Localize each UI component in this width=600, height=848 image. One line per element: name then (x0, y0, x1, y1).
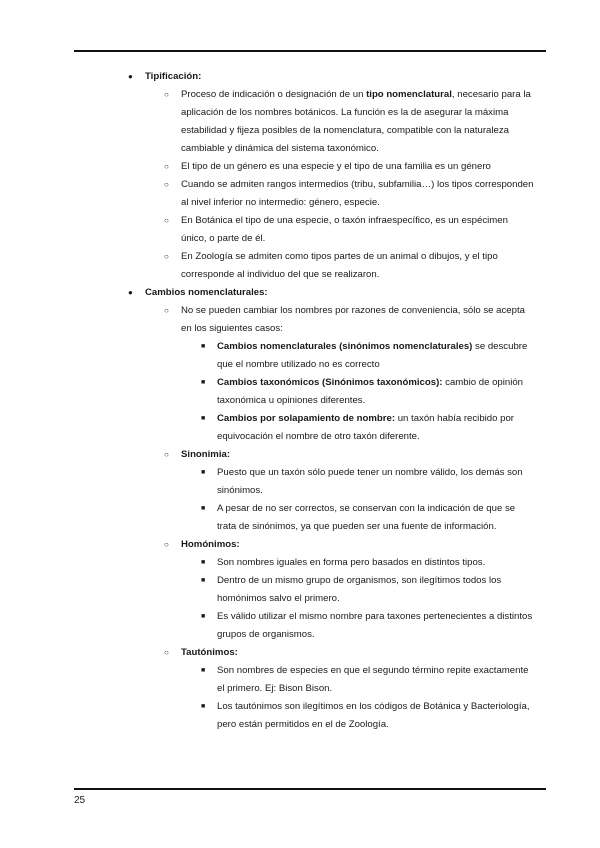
bullet-circle-icon: ○ (164, 180, 169, 189)
bullet-square-icon: ■ (201, 703, 206, 710)
bullet-circle-icon: ○ (164, 648, 169, 657)
section-heading: Tipificación: (145, 71, 202, 82)
list-item: ■ Puesto que un taxón sólo puede tener un nombre válido, los demás son sinónimos. (217, 464, 535, 500)
section-heading: Cambios nomenclaturales: (145, 287, 268, 298)
bullet-square-icon: ■ (201, 505, 206, 512)
bullet-circle-icon: ○ (164, 450, 169, 459)
bullet-square-icon: ■ (201, 667, 206, 674)
footer-rule (74, 788, 546, 790)
list-item: ○ En Zoología se admiten como tipos partes de un animal o dibujos, y el tipo corresponde al individuo del que se realizaron. (181, 248, 536, 284)
list-item: ■ Es válido utilizar el mismo nombre para taxones pertenecientes a distintos grupos de organismos. (217, 608, 535, 644)
section-tipificacion (128, 68, 535, 86)
bullet-square-icon: ■ (201, 415, 206, 422)
subsection-heading: Tautónimos: (181, 647, 238, 658)
bullet-circle-icon: ○ (164, 306, 169, 315)
list-item: ○ En Botánica el tipo de una especie, o taxón infraespecífico, es un espécimen único, o parte de él. (181, 212, 536, 248)
subsection-heading: Sinonimia: (181, 449, 231, 460)
bullet-square-icon: ■ (201, 343, 206, 350)
list-item: ○ El tipo de un género es una especie y el tipo de una familia es un género (181, 158, 536, 176)
document-body (0, 68, 600, 734)
bullet-disc-icon: ● (128, 288, 133, 297)
header-rule (74, 50, 546, 52)
bullet-circle-icon: ○ (164, 216, 169, 225)
list-item: ○ Cuando se admiten rangos intermedios (tribu, subfamilia…) los tipos corresponden al nivel inferior no intermedio: género, especie. (181, 176, 536, 212)
subsection-sinonimia (164, 446, 536, 464)
subsection-homonimos (164, 536, 536, 554)
bullet-square-icon: ■ (201, 469, 206, 476)
list-item: ■ Los tautónimos son ilegítimos en los códigos de Botánica y Bacteriología, pero están permitidos en el de Zoología. (217, 698, 535, 734)
bullet-square-icon: ■ (201, 379, 206, 386)
list-item: ■ Son nombres iguales en forma pero basados en distintos tipos. (217, 554, 535, 572)
list-item: ■ A pesar de no ser correctos, se conservan con la indicación de que se trata de sinónimos, ya que pueden ser una fuente de información. (217, 500, 535, 536)
bullet-circle-icon: ○ (164, 162, 169, 171)
bullet-disc-icon: ● (128, 72, 133, 81)
list-item: ■ Cambios nomenclaturales (sinónimos nomenclaturales) se descubre que el nombre utilizado no es correcto (217, 338, 535, 374)
bold-term: Cambios por solapamiento de nombre: (217, 413, 396, 424)
bold-term: Cambios taxonómicos (Sinónimos taxonómicos): (217, 377, 443, 388)
list-item: ■ Cambios taxonómicos (Sinónimos taxonómicos): cambio de opinión taxonómica u opiniones diferentes. (217, 374, 535, 410)
bullet-square-icon: ■ (201, 577, 206, 584)
subsection-heading: Homónimos: (181, 539, 240, 550)
bold-term: tipo nomenclatural (366, 89, 452, 100)
list-item: ■ Son nombres de especies en que el segundo término repite exactamente el primero. Ej: Bison Bison. (217, 662, 535, 698)
bullet-circle-icon: ○ (164, 540, 169, 549)
section-cambios-nomenclaturales (128, 284, 535, 302)
bullet-square-icon: ■ (201, 613, 206, 620)
bullet-circle-icon: ○ (164, 252, 169, 261)
page-number: 25 (74, 795, 86, 806)
list-item: ○ Proceso de indicación o designación de un tipo nomenclatural, necesario para la aplicación de los nombres botánicos. La función es la de asegurar la máxima estabilidad y fijeza posibles de la nomenclatura, compatible con la naturaleza cambiable y dinámica del sistema taxonómico. (181, 86, 536, 158)
bullet-circle-icon: ○ (164, 90, 169, 99)
list-item: ■ Dentro de un mismo grupo de organismos, son ilegítimos todos los homónimos salvo el primero. (217, 572, 535, 608)
list-item: ○ No se pueden cambiar los nombres por razones de conveniencia, sólo se acepta en los siguientes casos: (181, 302, 536, 338)
bullet-square-icon: ■ (201, 559, 206, 566)
bold-term: Cambios nomenclaturales (sinónimos nomenclaturales) (217, 341, 473, 352)
subsection-tautonimos (164, 644, 536, 662)
list-item: ■ Cambios por solapamiento de nombre: un taxón había recibido por equivocación el nombre de otro taxón diferente. (217, 410, 535, 446)
